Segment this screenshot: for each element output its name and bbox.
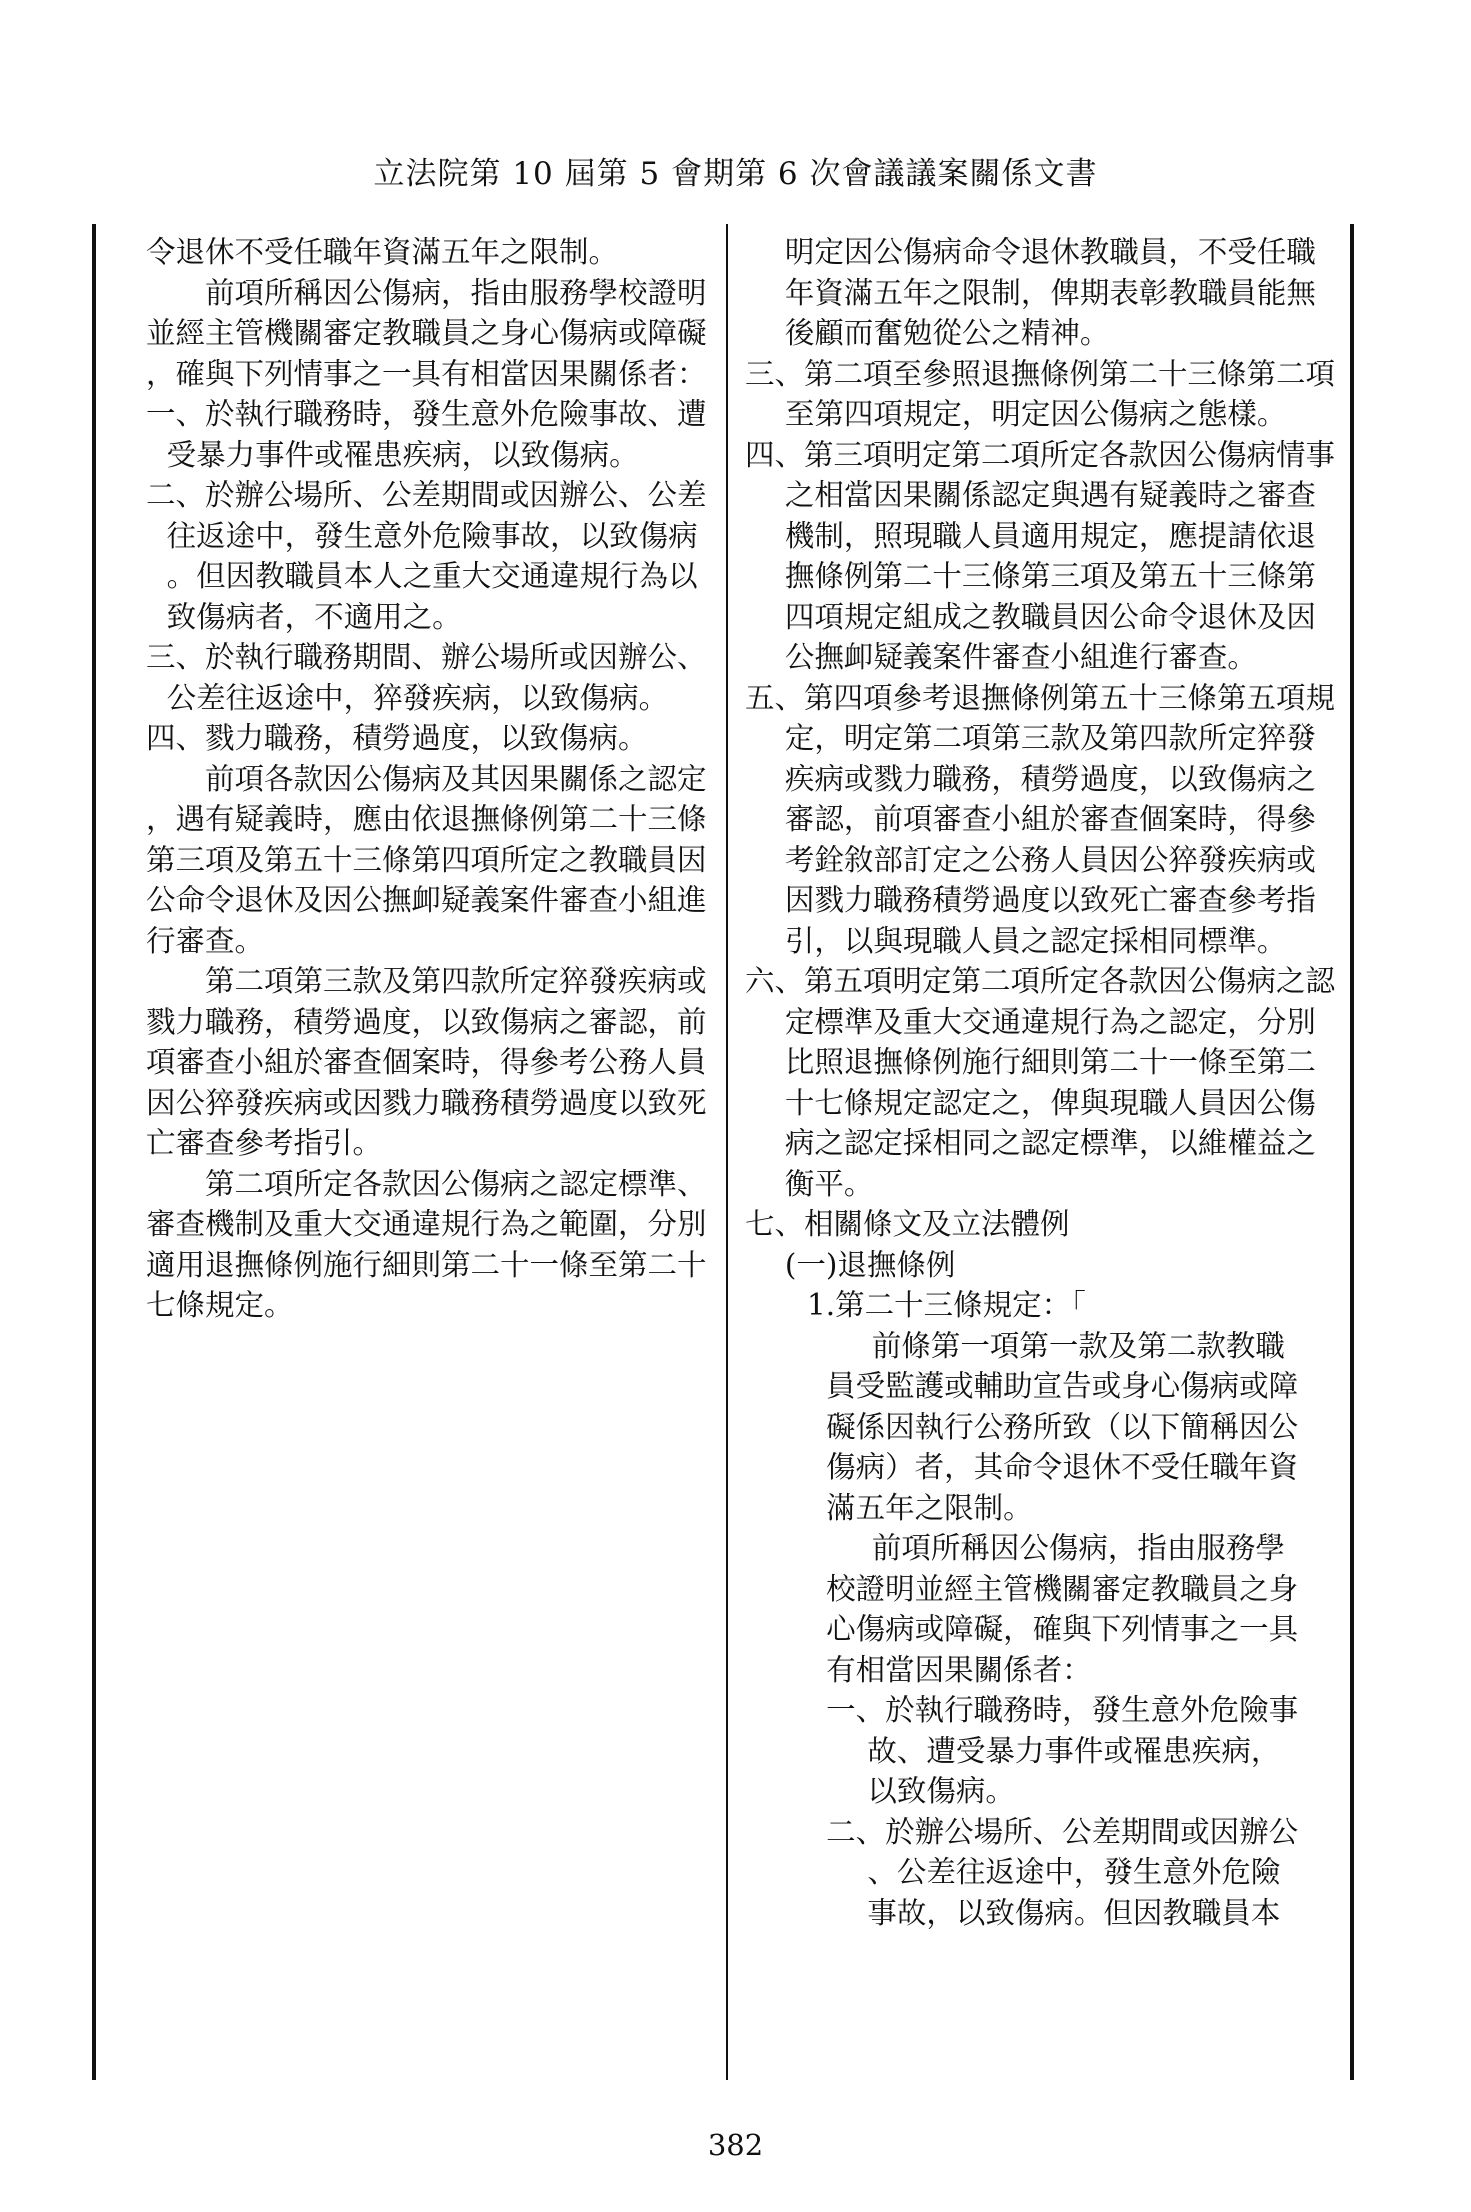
text-line: 前條第一項第一款及第二款教職 xyxy=(871,1328,1285,1363)
text-line: 病之認定採相同之認定標準，以維權益之 xyxy=(784,1126,1316,1160)
text-line: 定標準及重大交通違規行為之認定，分別 xyxy=(784,1004,1316,1039)
text-line: 四、戮力職務，積勞過度，以致傷病。 xyxy=(146,721,648,755)
text-line: 並經主管機關審定教職員之身心傷病或障礙 xyxy=(146,316,707,350)
text-line: 明定因公傷病命令退休教職員，不受任職 xyxy=(784,235,1316,269)
text-line: 衡平。 xyxy=(784,1166,874,1201)
text-line: 機制，照現職人員適用規定，應提請依退 xyxy=(784,518,1316,553)
text-line: 員受監護或輔助宣告或身心傷病或障 xyxy=(826,1369,1299,1403)
text-line: 考銓敘部訂定之公務人員因公猝發疾病或 xyxy=(784,842,1316,877)
text-line: 之相當因果關係認定與遇有疑義時之審查 xyxy=(784,478,1316,512)
text-line: 、公差往返途中，發生意外危險 xyxy=(867,1855,1281,1889)
left-margin-rule xyxy=(92,224,96,2080)
text-line: 後顧而奮勉從公之精神。 xyxy=(784,316,1110,350)
text-line: 前項所稱因公傷病，指由服務學校證明 xyxy=(205,275,707,310)
text-line: 定，明定第二項第三款及第四款所定猝發 xyxy=(784,721,1316,755)
text-line: 公差往返途中，猝發疾病，以致傷病。 xyxy=(166,680,669,715)
text-line: 三、於執行職務期間、辦公場所或因辦公、 xyxy=(146,640,707,674)
page-header-title: 立法院第 10 屆第 5 會期第 6 次會議議案關係文書 xyxy=(373,156,1098,192)
text-line: 審認，前項審查小組於審查個案時，得參 xyxy=(784,802,1316,836)
page-number: 382 xyxy=(707,2128,764,2162)
text-line: 因戮力職務積勞過度以致死亡審查參考指 xyxy=(784,883,1316,917)
text-line: 校證明並經主管機關審定教職員之身 xyxy=(826,1571,1299,1606)
text-line: 疾病或戮力職務，積勞過度，以致傷病之 xyxy=(784,761,1316,796)
text-line: 引，以與現職人員之認定採相同標準。 xyxy=(784,923,1287,958)
text-line: 滿五年之限制。 xyxy=(826,1490,1033,1525)
column-divider-rule xyxy=(726,224,728,2080)
text-line: 三、第二項至參照退撫條例第二十三條第二項 xyxy=(745,356,1336,391)
text-line: 第二項所定各款因公傷病之認定標準、 xyxy=(205,1166,707,1201)
text-line: 二、於辦公場所、公差期間或因辦公 xyxy=(826,1814,1299,1849)
text-line: 一、於執行職務時，發生意外危險事故、遭 xyxy=(146,397,707,431)
text-line: 心傷病或障礙，確與下列情事之一具 xyxy=(826,1612,1299,1646)
text-line: 二、於辦公場所、公差期間或因辦公、公差 xyxy=(146,478,707,512)
left-text-column xyxy=(146,232,706,1326)
text-line: 四項規定組成之教職員因公命令退休及因 xyxy=(784,599,1316,634)
text-line: 礙係因執行公務所致（以下簡稱因公 xyxy=(826,1409,1299,1444)
text-line: 故、遭受暴力事件或罹患疾病， xyxy=(867,1733,1281,1768)
text-line: 適用退撫條例施行細則第二十一條至第二十 xyxy=(146,1247,707,1282)
text-line: ，確與下列情事之一具有相當因果關係者： xyxy=(146,356,707,391)
text-line: 往返途中，發生意外危險事故，以致傷病 xyxy=(166,518,698,553)
text-line: 受暴力事件或罹患疾病，以致傷病。 xyxy=(166,437,639,472)
text-line: 傷病）者，其命令退休不受任職年資 xyxy=(826,1450,1299,1484)
text-line: ，遇有疑義時，應由依退撫條例第二十三條 xyxy=(146,802,707,836)
text-line: 公撫卹疑義案件審查小組進行審查。 xyxy=(784,640,1257,674)
right-margin-rule xyxy=(1350,224,1354,2080)
text-line: 七、相關條文及立法體例 xyxy=(745,1207,1070,1241)
text-line: 六、第五項明定第二項所定各款因公傷病之認 xyxy=(745,964,1336,998)
text-line: 撫條例第二十三條第三項及第五十三條第 xyxy=(784,559,1316,593)
text-line: 至第四項規定，明定因公傷病之態樣。 xyxy=(784,397,1287,431)
text-line: 五、第四項參考退撫條例第五十三條第五項規 xyxy=(745,680,1336,715)
right-text-column xyxy=(745,232,1345,1933)
text-line: 因公猝發疾病或因戮力職務積勞過度以致死 xyxy=(146,1085,707,1120)
text-line: 前項所稱因公傷病，指由服務學 xyxy=(871,1531,1285,1565)
text-line: 亡審查參考指引。 xyxy=(146,1126,383,1160)
text-line: 第三項及第五十三條第四項所定之教職員因 xyxy=(146,842,707,877)
text-line: 項審查小組於審查個案時，得參考公務人員 xyxy=(146,1045,707,1079)
text-line: 審查機制及重大交通違規行為之範圍，分別 xyxy=(146,1207,707,1241)
text-line: 致傷病者，不適用之。 xyxy=(166,599,462,634)
text-line: 十七條規定認定之，俾與現職人員因公傷 xyxy=(784,1085,1316,1120)
text-line: 第二項第三款及第四款所定猝發疾病或 xyxy=(205,964,707,998)
text-line: (一)退撫條例 xyxy=(784,1247,956,1282)
text-line: 令退休不受任職年資滿五年之限制。 xyxy=(146,235,619,269)
text-line: 1.第二十三條規定：「 xyxy=(806,1288,1086,1322)
text-line: 比照退撫條例施行細則第二十一條至第二 xyxy=(784,1045,1316,1079)
text-line: 公命令退休及因公撫卹疑義案件審查小組進 xyxy=(146,883,707,917)
text-line: 一、於執行職務時，發生意外危險事 xyxy=(826,1693,1299,1727)
text-line: 。但因教職員本人之重大交通違規行為以 xyxy=(166,559,698,593)
text-line: 七條規定。 xyxy=(146,1288,294,1322)
text-line: 事故，以致傷病。但因教職員本 xyxy=(867,1895,1281,1930)
text-line: 有相當因果關係者： xyxy=(826,1652,1092,1687)
text-line: 戮力職務，積勞過度，以致傷病之審認，前 xyxy=(146,1004,707,1039)
text-line: 年資滿五年之限制，俾期表彰教職員能無 xyxy=(784,275,1316,310)
text-line: 前項各款因公傷病及其因果關係之認定 xyxy=(205,761,707,796)
text-line: 四、第三項明定第二項所定各款因公傷病情事 xyxy=(745,437,1336,472)
text-line: 行審查。 xyxy=(146,923,265,958)
text-line: 以致傷病。 xyxy=(867,1774,1015,1808)
